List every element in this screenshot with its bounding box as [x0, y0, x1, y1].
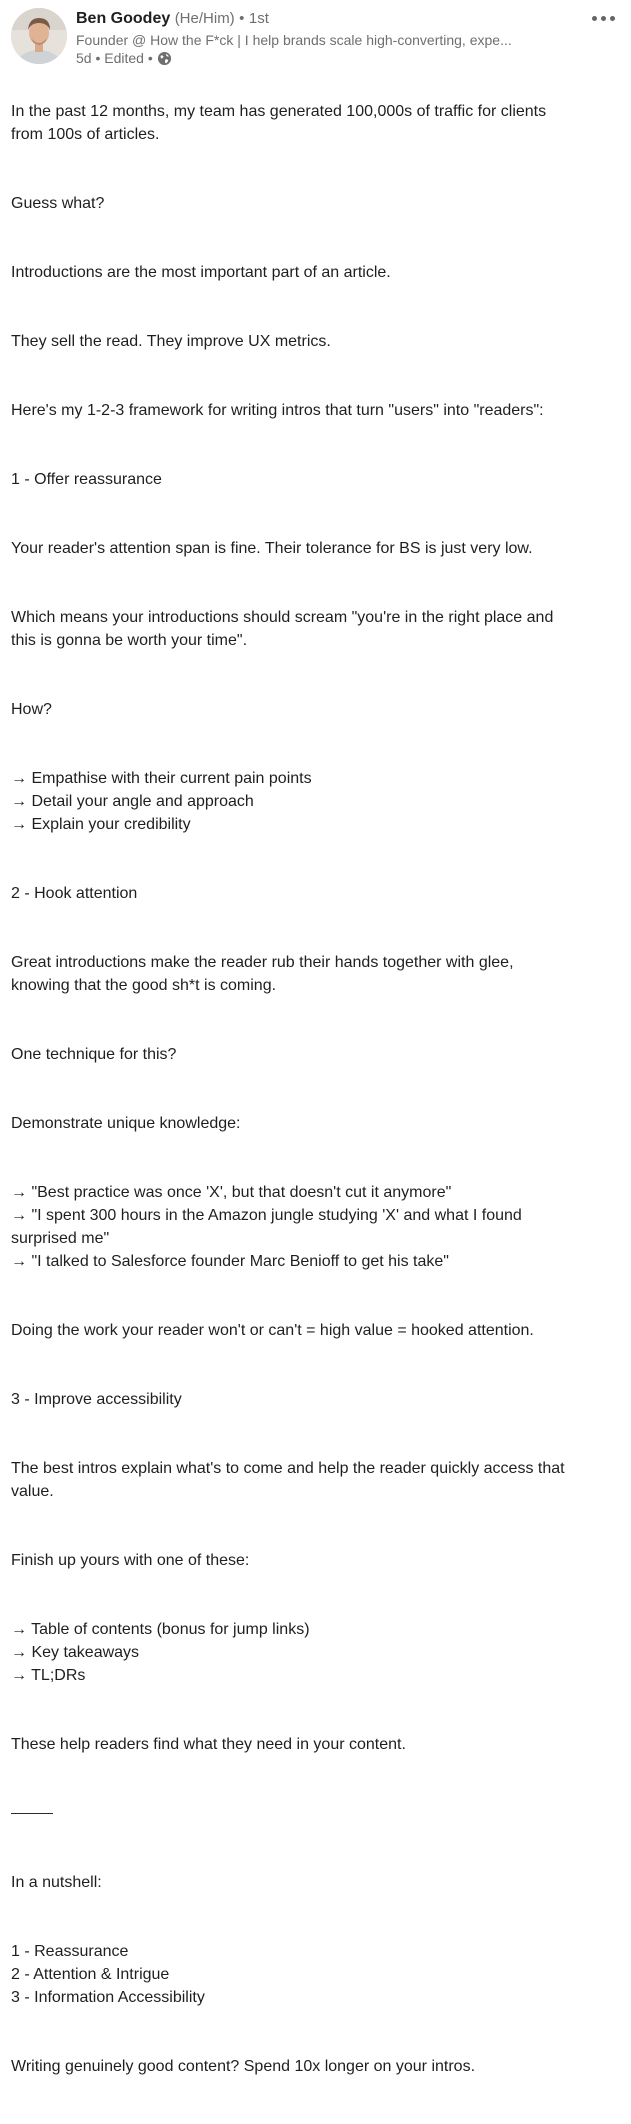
post-paragraph: Finish up yours with one of these: — [11, 1552, 250, 1569]
post-header — [11, 7, 621, 69]
post-paragraph: Guess what? — [11, 195, 105, 212]
section-heading: 1 - Offer reassurance — [11, 471, 162, 488]
connection-degree: 1st — [248, 10, 269, 27]
author-meta — [76, 7, 556, 67]
name-line — [76, 7, 556, 31]
post-paragraph: One technique for this? — [11, 1046, 177, 1063]
post-paragraph: In the past 12 months, my team has generated 100,000s of traffic for clients from 100s of articles. — [11, 103, 547, 143]
author-name[interactable]: Ben Goodey — [76, 10, 171, 27]
post-paragraph: Introductions are the most important part of an article. — [11, 264, 391, 281]
arrow-list: → Empathise with their current pain points → Detail your angle and approach → Explain your credibility — [11, 770, 312, 833]
separator-dot: • — [95, 50, 101, 66]
avatar[interactable] — [11, 8, 67, 64]
globe-icon — [157, 51, 172, 66]
post-timestamp — [76, 49, 556, 67]
separator-dot: • — [239, 10, 245, 27]
post-paragraph: Here's my 1-2-3 framework for writing intros that turn "users" into "readers": — [11, 402, 544, 419]
post-paragraph: Doing the work your reader won't or can't = high value = hooked attention. — [11, 1322, 534, 1339]
post-paragraph: Your reader's attention span is fine. Their tolerance for BS is just very low. — [11, 540, 533, 557]
summary-list: 1 - Reassurance 2 - Attention & Intrigue 3 - Information Accessibility — [11, 1943, 205, 2006]
edited-label: Edited — [104, 50, 144, 66]
post-paragraph: Writing genuinely good content? Spend 10x longer on your intros. — [11, 2058, 476, 2075]
section-heading: 2 - Hook attention — [11, 885, 138, 902]
post-paragraph: Which means your introductions should scream "you're in the right place and this is gonna be worth your time". — [11, 609, 554, 649]
post-age: 5d — [76, 50, 92, 66]
section-heading: 3 - Improve accessibility — [11, 1391, 182, 1408]
separator-dot: • — [147, 50, 153, 66]
divider — [11, 1813, 53, 1814]
post-paragraph: Demonstrate unique knowledge: — [11, 1115, 241, 1132]
author-headline: Founder @ How the F*ck | I help brands scale high-converting, expe... — [76, 32, 512, 48]
post-paragraph: In a nutshell: — [11, 1874, 102, 1891]
arrow-list: → "Best practice was once 'X', but that doesn't cut it anymore" → "I spent 300 hours in the Amazon jungle studying 'X' and what I found surprised me" → "I talked to Salesforce founder Marc Benioff to get his take" — [11, 1184, 522, 1270]
post-body — [11, 77, 611, 2124]
post-paragraph: These help readers find what they need in your content. — [11, 1736, 406, 1753]
author-pronouns: (He/Him) — [174, 10, 235, 27]
post-paragraph: The best intros explain what's to come and help the reader quickly access that value. — [11, 1460, 565, 1500]
post-paragraph: How? — [11, 701, 52, 718]
more-options-icon[interactable] — [585, 7, 621, 29]
post-paragraph: They sell the read. They improve UX metrics. — [11, 333, 331, 350]
post-paragraph: Great introductions make the reader rub their hands together with glee, knowing that the good sh*t is coming. — [11, 954, 514, 994]
arrow-list: → Table of contents (bonus for jump links) → Key takeaways → TL;DRs — [11, 1621, 310, 1684]
